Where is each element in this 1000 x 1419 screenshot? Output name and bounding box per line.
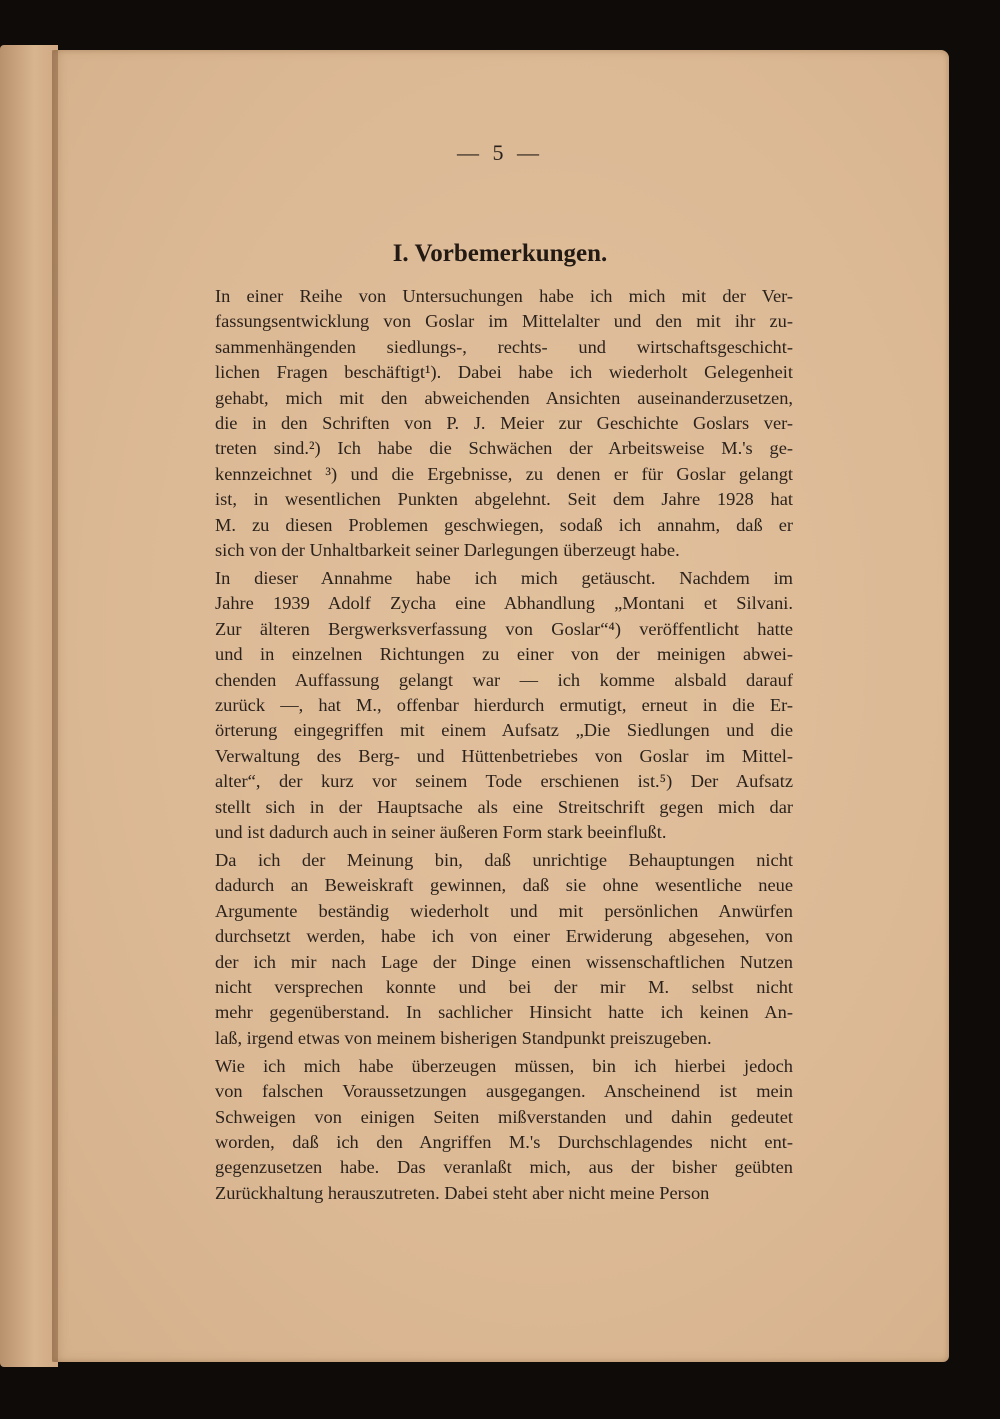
- page-number: — 5 —: [457, 140, 543, 165]
- text-line: In dieser Annahme habe ich mich getäuscht. Nachdem im: [215, 567, 793, 588]
- paragraph: [185, 1054, 793, 1206]
- text-line: stellt sich in der Hauptsache als eine Streitschrift gegen mich dar: [215, 796, 793, 817]
- text-line: Jahre 1939 Adolf Zycha eine Abhandlung „Montani et Silvani.: [215, 593, 793, 614]
- text-line: worden, daß ich den Angriffen M.'s Durchschlagendes nicht ent-: [215, 1131, 793, 1152]
- text-line: Schweigen von einigen Seiten mißverstanden und dahin gedeutet: [215, 1106, 793, 1127]
- body-text: [185, 284, 793, 1209]
- text-line: alter“, der kurz vor seinem Tode erschienen ist.⁵) Der Aufsatz: [215, 771, 793, 792]
- text-line: fassungsentwicklung von Goslar im Mittelalter und den mit ihr zu-: [215, 311, 793, 332]
- paragraph: [185, 284, 793, 563]
- text-line: laß, irgend etwas von meinem bisherigen Standpunkt preiszugeben.: [215, 1027, 712, 1048]
- text-line: ist, in wesentlichen Punkten abgelehnt. Seit dem Jahre 1928 hat: [215, 489, 793, 510]
- text-line: M. zu diesen Problemen geschwiegen, sodaß ich annahm, daß er: [215, 514, 793, 535]
- text-line: und ist dadurch auch in seiner äußeren Form stark beeinflußt.: [215, 822, 667, 843]
- text-line: zurück —, hat M., offenbar hierdurch ermutigt, erneut in die Er-: [215, 695, 793, 715]
- text-line: Wie ich mich habe überzeugen müssen, bin ich hierbei jedoch: [215, 1055, 793, 1076]
- text-line: durchsetzt werden, habe ich von einer Erwiderung abgesehen, von: [215, 926, 793, 947]
- text-line: Zurückhaltung herauszutreten. Dabei steht aber nicht meine Person: [215, 1182, 710, 1203]
- text-line: treten sind.²) Ich habe die Schwächen der Arbeitsweise M.'s ge-: [215, 438, 793, 459]
- text-line: die in den Schriften von P. J. Meier zur Geschichte Goslars ver-: [215, 413, 793, 434]
- text-line: gegenzusetzen habe. Das veranlaßt mich, aus der bisher geübten: [215, 1157, 793, 1178]
- text-line: Da ich der Meinung bin, daß unrichtige Behauptungen nicht: [215, 849, 793, 870]
- text-line: gehabt, mich mit den abweichenden Ansichten auseinanderzusetzen,: [215, 387, 793, 408]
- text-line: In einer Reihe von Untersuchungen habe ich mich mit der Ver-: [215, 286, 793, 306]
- text-line: nicht versprechen konnte und bei der mir M. selbst nicht: [215, 976, 793, 997]
- text-line: von falschen Voraussetzungen ausgegangen. Anscheinend ist mein: [215, 1081, 793, 1102]
- text-line: der ich mir nach Lage der Dinge einen wissenschaftlichen Nutzen: [215, 951, 793, 972]
- paragraph: [185, 566, 793, 845]
- text-line: Zur älteren Bergwerksverfassung von Goslar“⁴) veröffentlicht hatte: [215, 618, 793, 639]
- text-line: und in einzelnen Richtungen zu einer von der meinigen abwei-: [215, 644, 793, 665]
- text-line: sich von der Unhaltbarkeit seiner Darlegungen überzeugt habe.: [215, 540, 680, 561]
- text-line: örterung eingegriffen mit einem Aufsatz „Die Siedlungen und die: [215, 720, 793, 741]
- paragraph: [185, 848, 793, 1051]
- text-line: dadurch an Beweiskraft gewinnen, daß sie ohne wesentliche neue: [215, 875, 793, 896]
- section-heading: I. Vorbemerkungen.: [392, 240, 608, 267]
- text-line: lichen Fragen beschäftigt¹). Dabei habe ich wiederholt Gelegenheit: [215, 362, 793, 383]
- text-line: Verwaltung des Berg- und Hüttenbetriebes von Goslar im Mittel-: [215, 745, 793, 766]
- text-line: chenden Auffassung gelangt war — ich komme alsbald darauf: [215, 669, 793, 690]
- text-line: sammenhängenden siedlungs-, rechts- und wirtschaftsgeschicht-: [215, 336, 793, 357]
- text-line: Argumente beständig wiederholt und mit persönlichen Anwürfen: [215, 900, 793, 921]
- text-line: kennzeichnet ³) und die Ergebnisse, zu denen er für Goslar gelangt: [215, 463, 793, 484]
- text-line: mehr gegenüberstand. In sachlicher Hinsicht hatte ich keinen An-: [215, 1002, 793, 1023]
